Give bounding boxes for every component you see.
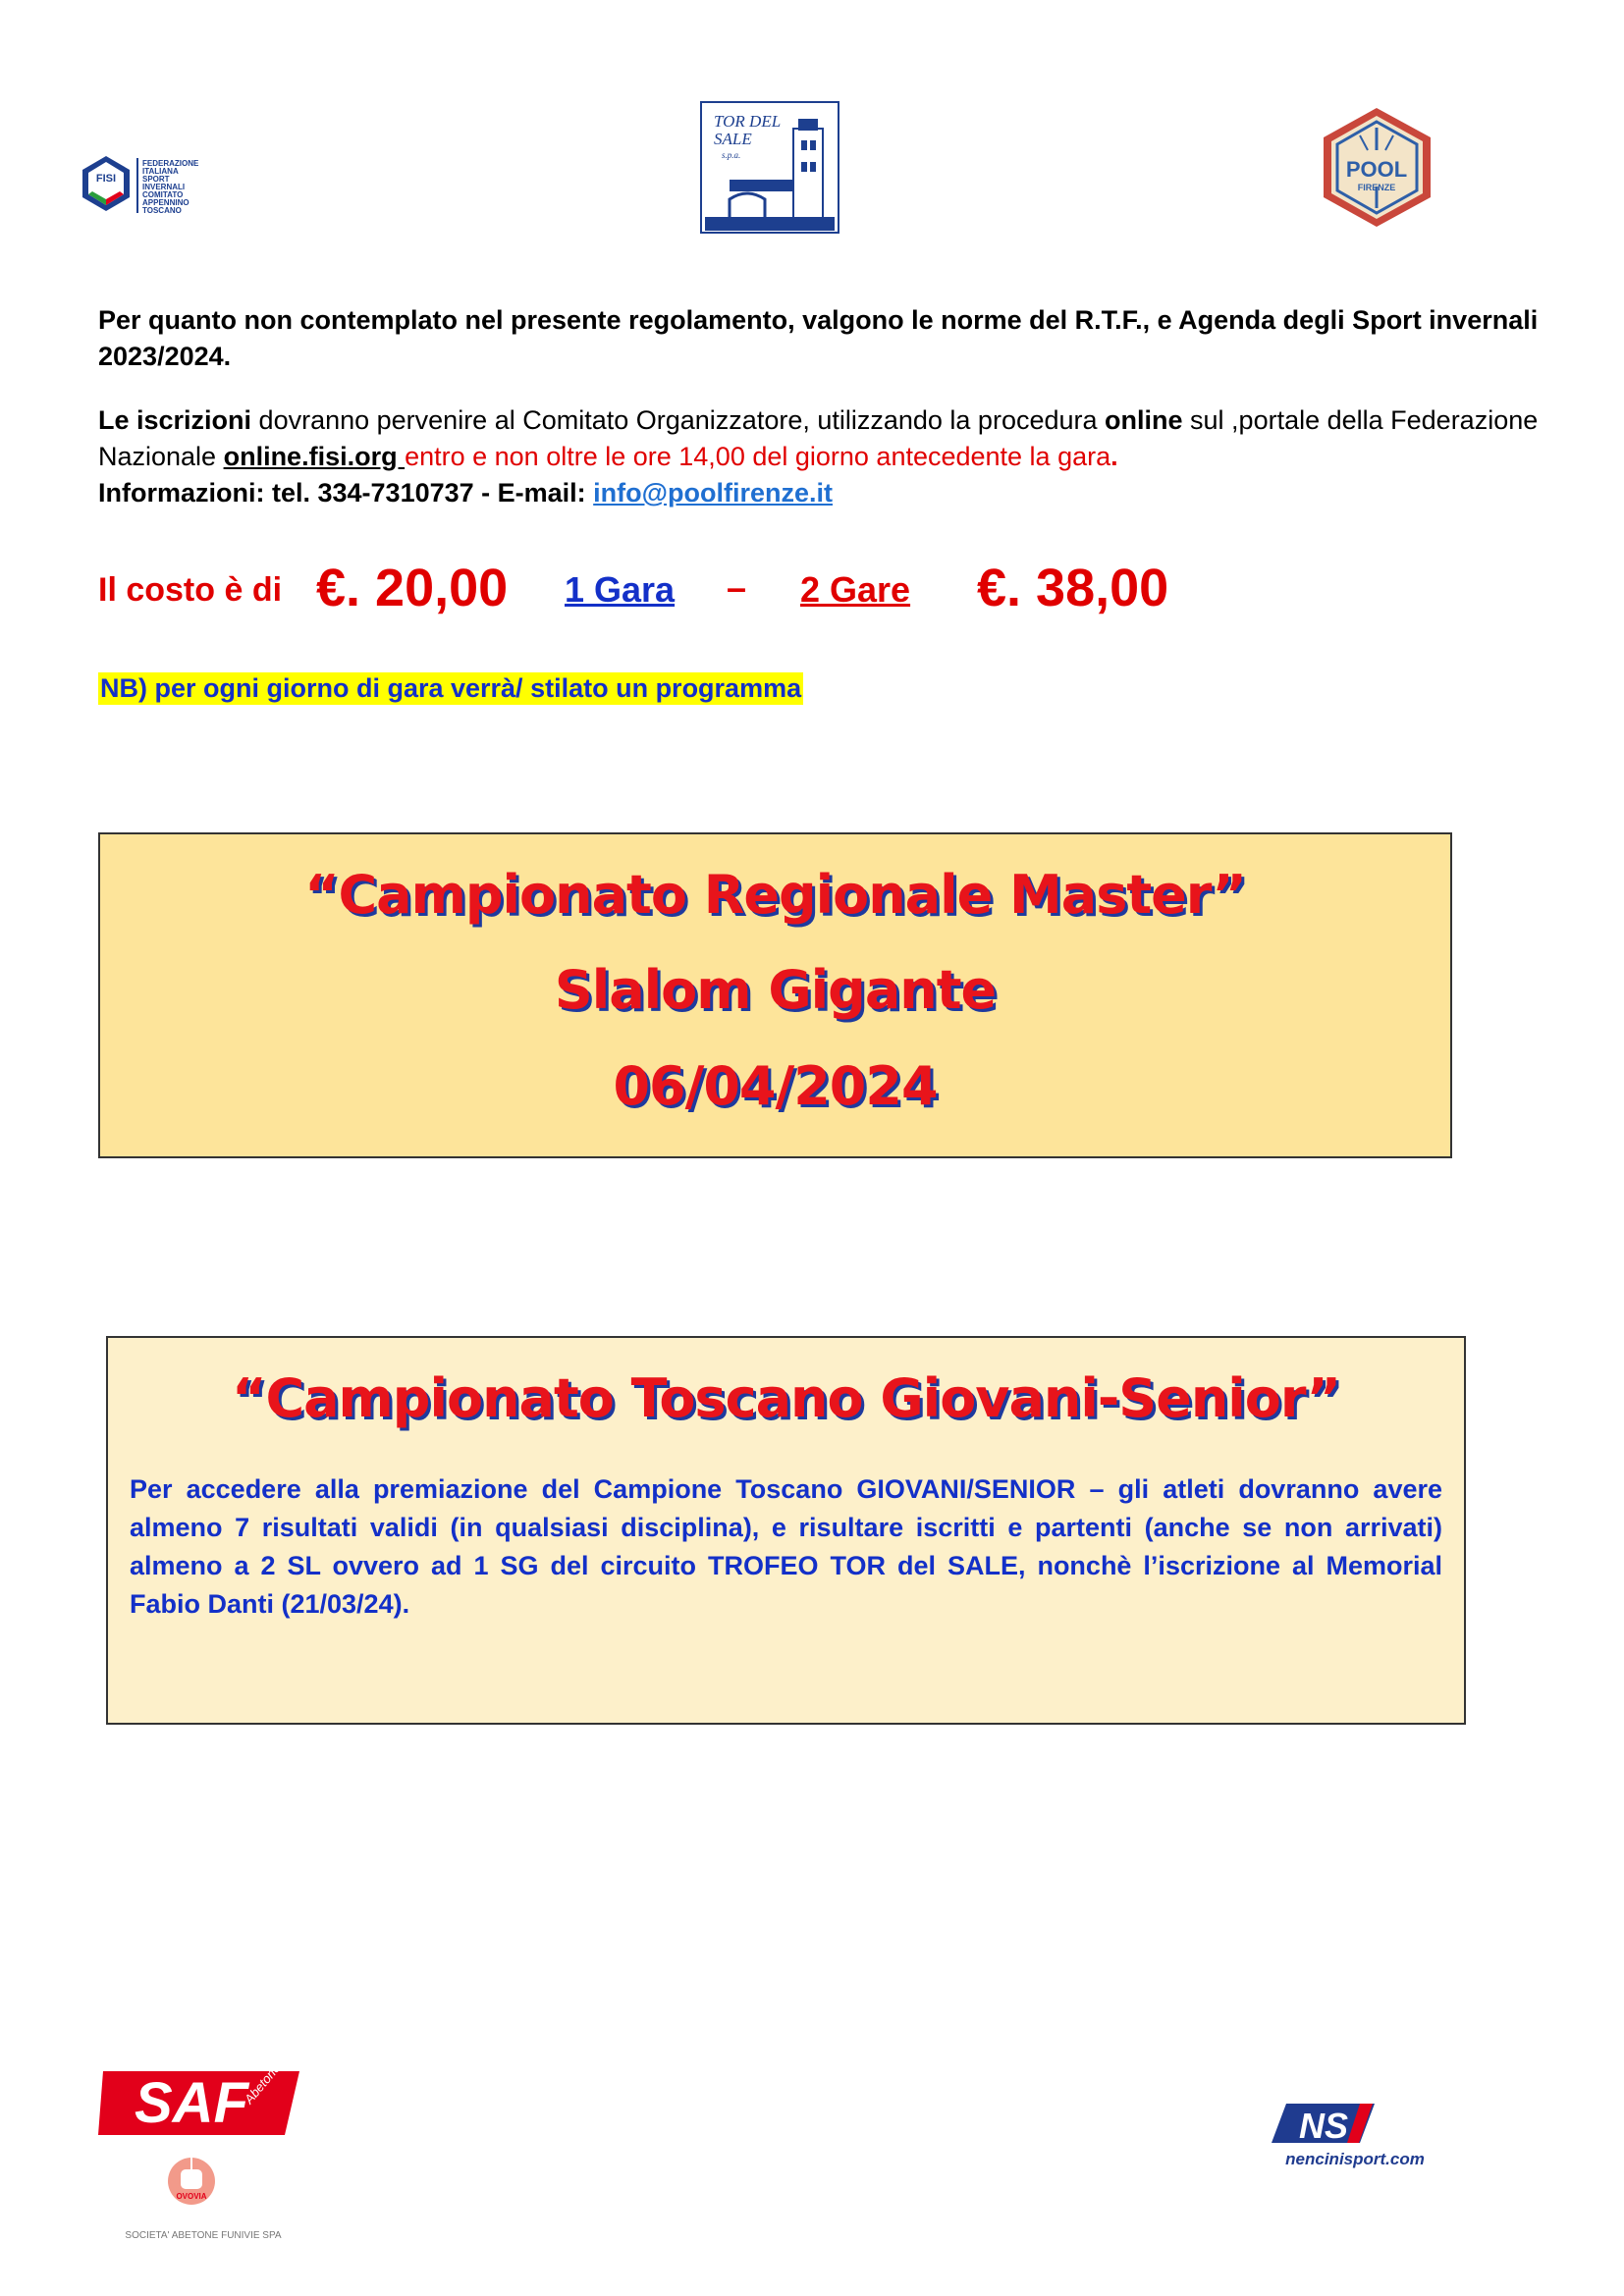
fisi-logo — [79, 152, 275, 221]
tor-del-sale-logo — [700, 101, 839, 234]
cost-dash: – — [727, 567, 747, 608]
fisi-line-1: FEDERAZIONE — [142, 159, 199, 168]
pool-line-2: FIRENZE — [1357, 183, 1396, 192]
saf-mark: SAF — [135, 2071, 248, 2135]
nb-note: NB) per ogni giorno di gara verrà/ stilato un programma — [100, 673, 802, 703]
intro-paragraph: Per quanto non contemplato nel presente regolamento, valgono le norme del R.T.F., e Agenda degli Sport invernali 2023/2024. — [98, 305, 1539, 371]
nencini-sport-logo — [1257, 2096, 1453, 2174]
one-race-label: 1 Gara — [565, 569, 676, 610]
discipline-title: Slalom Gigante — [554, 959, 997, 1021]
tor-line-2: SALE — [714, 130, 752, 148]
giovani-senior-box — [106, 1336, 1466, 1725]
tor-line-3: s.p.a. — [722, 150, 741, 160]
saf-sub: Abetone — [241, 2061, 284, 2107]
cost-label: Il costo è di — [98, 571, 283, 609]
pool-firenze-logo — [1321, 106, 1434, 229]
price-one-race: €. 20,00 — [316, 559, 509, 617]
portal-link[interactable]: online.fisi.org — [223, 442, 406, 471]
nencini-mark: NS — [1298, 2106, 1349, 2146]
pool-line-1: POOL — [1345, 157, 1408, 182]
online-label: online — [1105, 405, 1183, 435]
tor-line-1: TOR DEL — [714, 112, 782, 131]
deadline-text: entro e non oltre le ore 14,00 del giorno antecedente la gara — [405, 442, 1111, 471]
svg-text:FISI: FISI — [95, 173, 117, 185]
saf-abetone-logo — [98, 2061, 309, 2258]
giovani-senior-title: “Campionato Toscano Giovani-Senior” — [231, 1367, 1340, 1429]
fisi-line-3: SPORT — [142, 175, 170, 184]
fisi-line-4: INVERNALI — [142, 183, 186, 191]
master-championship-box — [98, 832, 1452, 1158]
fisi-line-7: TOSCANO — [142, 206, 182, 215]
iscrizioni-label: Le iscrizioni — [98, 405, 252, 435]
cost-line — [98, 550, 1473, 628]
portal-text: sul ,portale della Federazione Nazionale — [98, 405, 1539, 471]
fisi-line-6: APPENNINO — [142, 198, 189, 207]
registration-paragraph — [98, 402, 1542, 511]
deadline-dot: . — [1110, 442, 1118, 471]
info-label: Informazioni: tel. 334-7310737 - E-mail: — [98, 478, 594, 507]
fisi-line-5: COMITATO — [142, 190, 184, 199]
nencini-site: nencinisport.com — [1285, 2150, 1425, 2168]
master-title: “Campionato Regionale Master” — [304, 864, 1246, 926]
giovani-senior-rules: Per accedere alla premiazione del Campione Toscano GIOVANI/SENIOR – gli atleti dovranno avere almeno 7 risultati validi (in qualsiasi disciplina), e risultare iscritti e partenti (anche se non arrivati) almeno a 2 SL ovvero ad 1 SG del circuito TROFEO TOR del SALE, nonchè l’iscrizione al Memorial Fabio Danti (21/03/24). — [130, 1474, 1442, 1619]
two-races-label: 2 Gare — [800, 569, 911, 610]
price-two-races: €. 38,00 — [977, 559, 1169, 617]
saf-ovovia: OVOVIA — [176, 2192, 207, 2201]
saf-caption: SOCIETA' ABETONE FUNIVIE SPA — [125, 2230, 282, 2241]
iscrizioni-text: dovranno pervenire al Comitato Organizzatore, utilizzando la procedura — [251, 405, 1106, 435]
email-link[interactable]: info@poolfirenze.it — [593, 478, 833, 507]
fisi-line-2: ITALIANA — [142, 167, 179, 176]
race-date: 06/04/2024 — [613, 1055, 938, 1117]
